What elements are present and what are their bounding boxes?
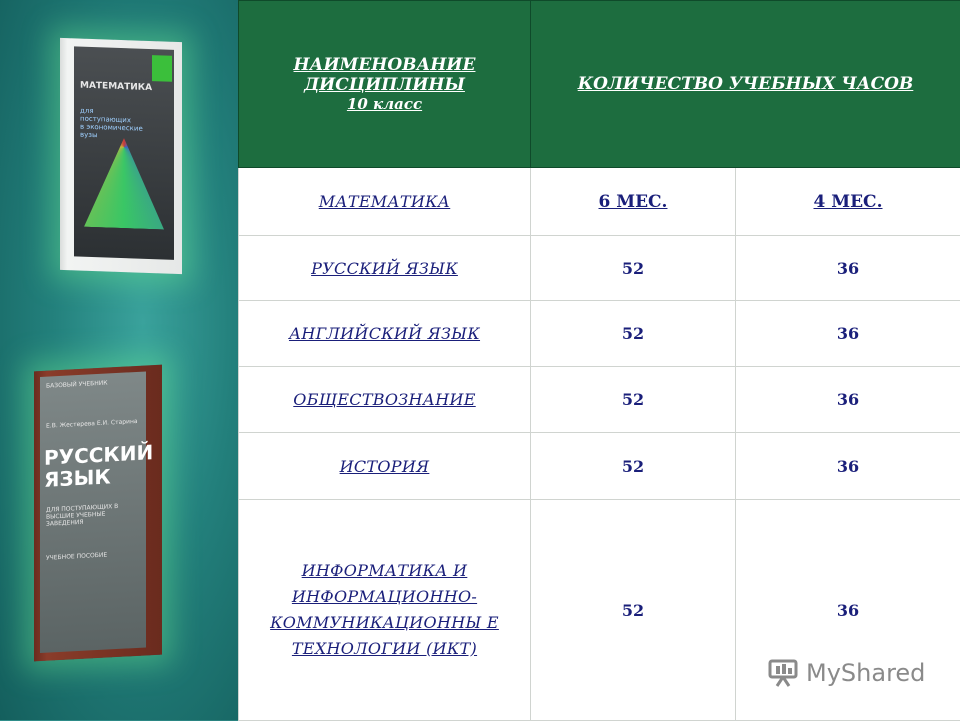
- hours-four-cell: 36: [736, 367, 960, 433]
- math-book-cover: [74, 46, 174, 259]
- hours-six-cell: 52: [531, 367, 736, 433]
- book-badge: [152, 55, 172, 82]
- russian-book-cover: [40, 371, 146, 653]
- header-discipline-line2: ДИСЦИПЛИНЫ: [304, 75, 465, 95]
- header-discipline-line1: НАИМЕНОВАНИЕ: [294, 55, 476, 75]
- table-row: [239, 236, 960, 301]
- left-panel: [0, 0, 238, 720]
- header-discipline: [239, 1, 531, 168]
- hours-six-cell: 52: [531, 301, 736, 367]
- header-hours: КОЛИЧЕСТВО УЧЕБНЫХ ЧАСОВ: [531, 1, 960, 168]
- presentation-board-icon: [768, 659, 798, 687]
- russian-book-top-label: БАЗОВЫЙ УЧЕБНИК: [46, 379, 108, 389]
- math-book-title-line1: МАТЕМАТИКА: [80, 81, 152, 94]
- russian-book-type: УЧЕБНОЕ ПОСОБИЕ: [46, 552, 107, 562]
- table-row: [239, 367, 960, 433]
- header-grade: 10 класс: [240, 95, 529, 113]
- hours-six-cell: 52: [531, 433, 736, 500]
- table-header-row: [239, 1, 960, 168]
- hours-four-cell: 36: [736, 236, 960, 301]
- russian-book-image: [34, 365, 162, 662]
- hours-six-cell: 52: [531, 236, 736, 301]
- math-book-subtitle: [80, 107, 143, 141]
- hours-four-cell: 36: [736, 500, 960, 721]
- math-book-image: [60, 38, 182, 274]
- watermark: [768, 656, 925, 690]
- table-row: [239, 301, 960, 367]
- hours-four-cell: 36: [736, 301, 960, 367]
- math-book-subtitle-line4: вузы: [80, 131, 98, 140]
- subject-cell: ИСТОРИЯ: [239, 433, 531, 500]
- math-book-subtitle-line3: в экономические: [80, 123, 143, 133]
- hours-four-cell: 36: [736, 433, 960, 500]
- ball-pyramid-illustration: [84, 137, 164, 230]
- subject-cell: АНГЛИЙСКИЙ ЯЗЫК: [239, 301, 531, 367]
- math-book-subtitle-line2: поступающих: [80, 115, 131, 125]
- watermark-text: MyShared: [806, 659, 925, 687]
- math-book-subtitle-line1: для: [80, 107, 94, 115]
- table-row: [239, 433, 960, 500]
- russian-book-subtitle: ДЛЯ ПОСТУПАЮЩИХ В ВЫСШИЕ УЧЕБНЫЕ ЗАВЕДЕНИЯ: [46, 502, 136, 528]
- subject-cell: РУССКИЙ ЯЗЫК: [239, 236, 531, 301]
- russian-book-authors: Е.В. Жестерева Е.И. Старина: [46, 418, 138, 430]
- math-book-title: [80, 81, 152, 94]
- subject-cell-math: МАТЕМАТИКА: [239, 168, 531, 236]
- hours-table: [238, 0, 960, 721]
- period-six-months: 6 МЕС.: [531, 168, 736, 236]
- period-four-months: 4 МЕС.: [736, 168, 960, 236]
- table-row-period: [239, 168, 960, 236]
- subject-cell: ОБЩЕСТВОЗНАНИЕ: [239, 367, 531, 433]
- russian-book-title: РУССКИЙ ЯЗЫК: [44, 441, 153, 491]
- subject-cell: ИНФОРМАТИКА И ИНФОРМАЦИОННО-КОММУНИКАЦИОННЫ Е ТЕХНОЛОГИИ (ИКТ): [239, 500, 531, 721]
- hours-six-cell: 52: [531, 500, 736, 721]
